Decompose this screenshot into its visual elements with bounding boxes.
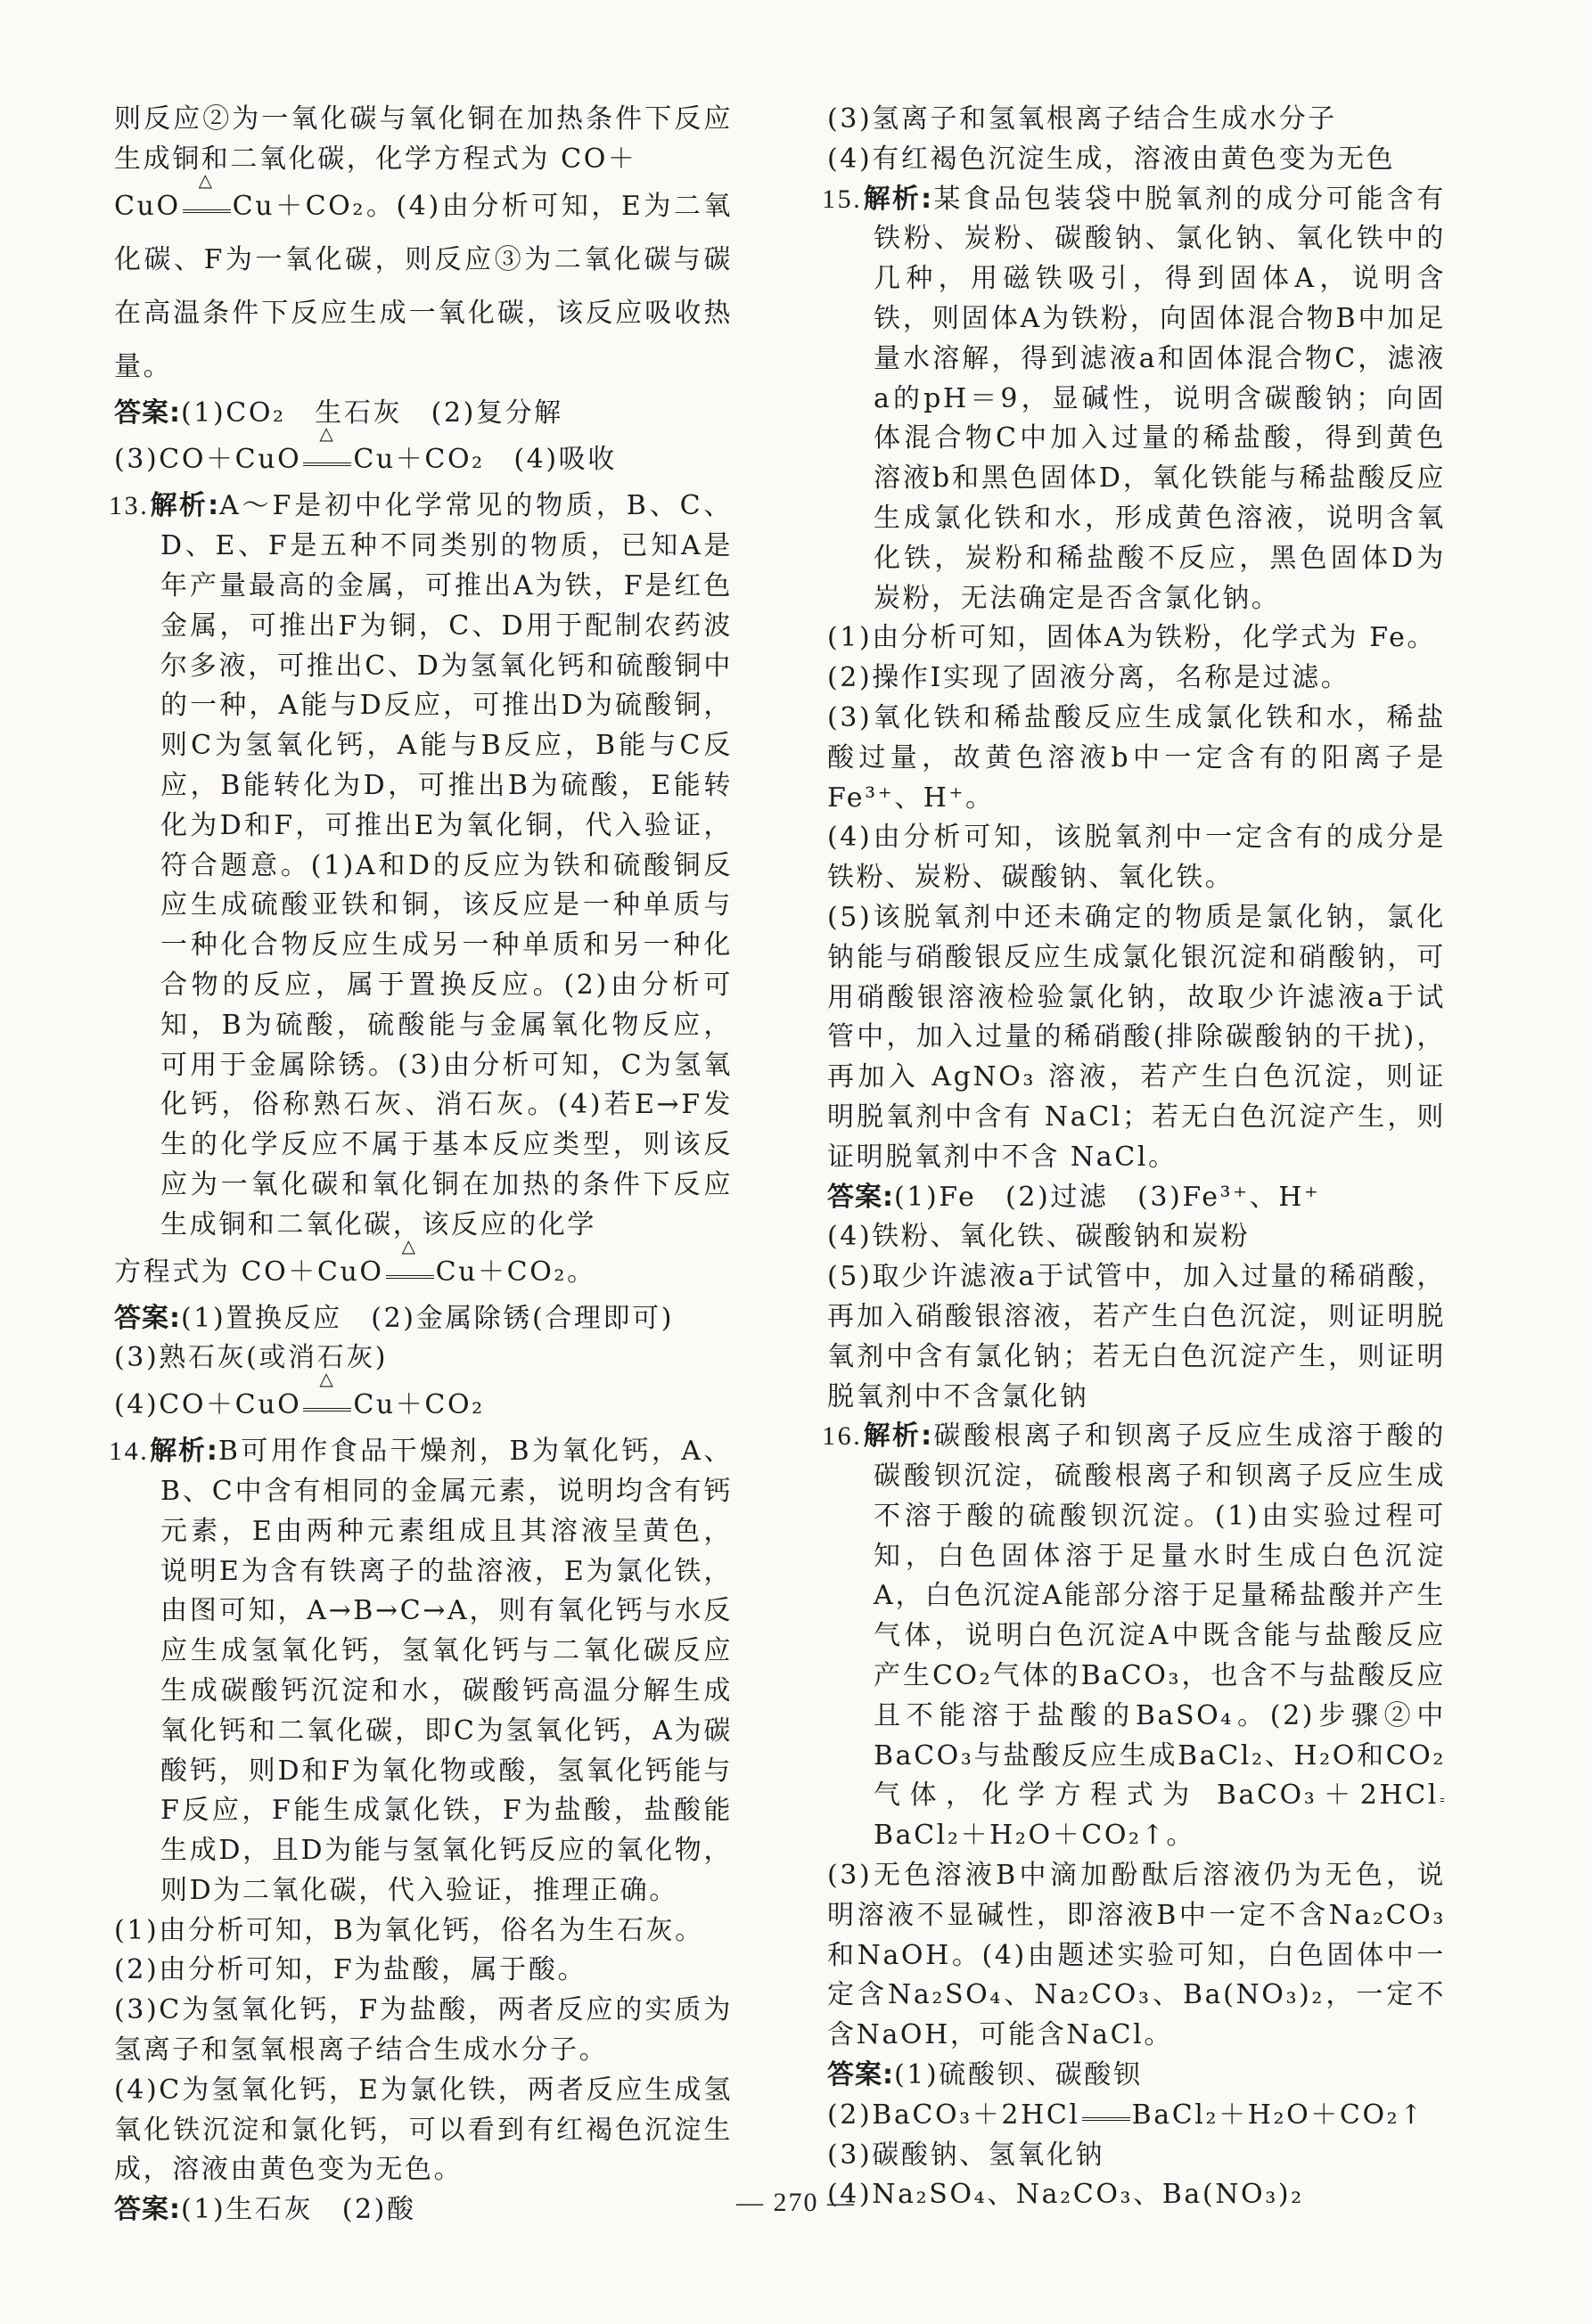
q15-sub-5: (5)该脱氧剂中还未确定的物质是氯化钠，氯化钠能与硝酸银反应生成氯化银沉淀和硝酸钠，可用硝酸银溶液检验氯化钠，故取少许滤液a于试管中，加入过量的稀硝酸(排除碳酸钠的干扰)，再加入 AgNO₃ 溶液，若产生白色沉淀，则证明脱氧剂中含有 NaCl；若无白色沉淀产生，则证明脱氧剂中不含 NaCl。 [827, 901, 1446, 1173]
heating-equals-symbol [384, 1246, 436, 1299]
answer-15-line2: (4)铁粉、氧化铁、碳酸钠和炭粉 [827, 1221, 1251, 1253]
question-13: 13.解析:A～F是初中化学常见的物质，B、C、D、E、F是五种不同类别的物质，已知A是年产量最高的金属，可推出A为铁，F是红色金属，可推出F为铜，C、D用于配制农药波尔多液，可推出C、D为氢氧化钙和硫酸铜中的一种，A能与D反应，可推出D为硫酸铜，则C为氢氧化钙，A能与B反应，B能与C反应，B能转化为D，可推出B为硫酸，E能转化为D和F，可推出E为氧化铜，代入验证，符合题意。(1)A和D的反应为铁和硫酸铜反应生成硫酸亚铁和铜，该反应是一种单质与一种化合物反应生成另一种单质和另一种化合物的反应，属于置换反应。(2)由分析可知，B为硫酸，硫酸能与金属氧化物反应，可用于金属除锈。(3)由分析可知，C为氢氧化钙，俗称熟石灰、消石灰。(4)若E→F发生的化学反应不属于基本反应类型，则该反应为一氧化碳和氧化铜在加热的条件下反应生成铜和二氧化碳，该反应的化学 [109, 490, 734, 1240]
answer-16-line2: (2)BaCO₃＋2HCl BaCl₂＋H₂O＋CO₂↑ [822, 2096, 1446, 2136]
q14-sub-1: (1)由分析可知，B为氧化钙，俗名为生石灰。 [114, 1914, 704, 1946]
answer-15-line3: (5)取少许滤液a于试管中，加入过量的稀硝酸，再加入硝酸银溶液，若产生白色沉淀，则证明脱氧剂中含有氯化钠；若无白色沉淀产生，则证明脱氧剂中不含氯化钠 [827, 1261, 1446, 1412]
heating-equals-symbol [301, 1379, 353, 1432]
q14-sub-2: (2)由分析可知，F为盐酸，属于酸。 [114, 1954, 587, 1986]
question-16: 16.解析:碳酸根离子和钡离子反应生成溶于酸的碳酸钡沉淀，硫酸根离子和钡离子反应生成不溶于酸的硫酸钡沉淀。(1)由实验过程可知，白色固体溶于足量水时生成白色沉淀A，白色沉淀A能部分溶于足量稀盐酸并产生气体，说明白色沉淀A中既含能与盐酸反应产生CO₂气体的BaCO₃，也含不与盐酸反应且不能溶于盐酸的BaSO₄。(2)步骤②中BaCO₃与盐酸反应生成BaCl₂、H₂O和CO₂气体，化学方程式为 BaCO₃＋2HClBaCl₂＋H₂O＋CO₂↑。 [822, 1420, 1447, 1852]
answer-12-line2: (3)CO＋CuO△ Cu＋CO₂ (4)吸收 [109, 433, 733, 487]
answer-12: 答案:(1)CO₂ 生石灰 (2)复分解 [114, 397, 563, 429]
answer-14-line2: (3)氢离子和氢氧根离子结合生成水分子 [827, 103, 1337, 135]
equals-symbol [1080, 2096, 1132, 2136]
answer-13-line2: (3)熟石灰(或消石灰) [114, 1342, 389, 1374]
answer-16: 答案:(1)硫酸钡、碳酸钡 [827, 2059, 1143, 2091]
question-14: 14.解析:B可用作食品干燥剂，B为氧化钙，A、B、C中含有相同的金属元素，说明均含有钙元素，E由两种元素组成且其溶液呈黄色，说明E为含有铁离子的盐溶液，E为氯化铁，由图可知，A→B→C→A，则有氧化钙与水反应生成氢氧化钙，氢氧化钙与二氧化碳反应生成碳酸钙沉淀和水，碳酸钙高温分解生成氧化钙和二氧化碳，即C为氢氧化钙，A为碳酸钙，则D和F为氧化物或酸，氢氧化钙能与F反应，F能生成氯化铁，F为盐酸，盐酸能生成D，且D为能与氢氧化钙反应的氧化物，则D为二氧化碳，代入验证，推理正确。 [109, 1436, 734, 1906]
left-column [109, 100, 733, 2230]
heating-equals-symbol [181, 180, 233, 233]
equals-symbol [1439, 1776, 1446, 1816]
answer-16-line3: (3)碳酸钠、氢氧化钠 [827, 2139, 1105, 2171]
q15-sub-2: (2)操作Ⅰ实现了固液分离，名称是过滤。 [827, 662, 1350, 694]
heating-equals-symbol [301, 433, 353, 487]
answer-15: 答案:(1)Fe (2)过滤 (3)Fe³⁺、H⁺ [827, 1181, 1321, 1213]
right-column [822, 100, 1446, 2215]
answer-14-line3: (4)有红褐色沉淀生成，溶液由黄色变为无色 [827, 143, 1396, 175]
page-number: — 270 — [736, 2188, 856, 2217]
q12-continuation: 则反应②为一氧化碳与氧化铜在加热条件下反应生成铜和二氧化碳，化学方程式为 CO＋ [114, 103, 733, 175]
q14-sub-4: (4)C为氢氧化钙，E为氯化铁，两者反应生成氢氧化铁沉淀和氯化钙，可以看到有红褐色沉淀生成，溶液由黄色变为无色。 [114, 2074, 733, 2186]
q15-sub-1: (1)由分析可知，固体A为铁粉，化学式为 Fe。 [827, 622, 1437, 654]
question-15: 15.解析:某食品包装袋中脱氧剂的成分可能含有铁粉、炭粉、碳酸钠、氯化钠、氧化铁中的几种，用磁铁吸引，得到固体A，说明含铁，则固体A为铁粉，向固体混合物B中加足量水溶解，得到滤液a和固体混合物C，滤液a的pH＝9，显碱性，说明含碳酸钠；向固体混合物C中加入过量的稀盐酸，得到黄色溶液b和黑色固体D，氧化铁能与稀盐酸反应生成氯化铁和水，形成黄色溶液，说明含氧化铁，炭粉和稀盐酸不反应，黑色固体D为炭粉，无法确定是否含氯化钠。 [822, 183, 1447, 614]
q15-sub-3: (3)氧化铁和稀盐酸反应生成氯化铁和水，稀盐酸过量，故黄色溶液b中一定含有的阳离子是 Fe³⁺、H⁺。 [827, 701, 1446, 814]
q15-sub-4: (4)由分析可知，该脱氧剂中一定含有的成分是铁粉、炭粉、碳酸钠、氧化铁。 [827, 822, 1446, 894]
answer-13-line3: (4)CO＋CuO△ Cu＋CO₂ [109, 1379, 733, 1432]
q12-equation-line: CuO△ Cu＋CO₂。(4)由分析可知，E为二氧化碳、F为一氧化碳，则反应③为二氧化碳与碳在高温条件下反应生成一氧化碳，该反应吸收热量。 [109, 180, 733, 394]
answer-14: 答案:(1)生石灰 (2)酸 [114, 2194, 416, 2226]
q14-sub-3: (3)C为氢氧化钙，F为盐酸，两者反应的实质为氢离子和氢氧根离子结合生成水分子。 [114, 1994, 733, 2066]
answer-16-line4: (4)Na₂SO₄、Na₂CO₃、Ba(NO₃)₂ [827, 2179, 1304, 2211]
q13-equation: 方程式为 CO＋CuO△ Cu＋CO₂。 [109, 1246, 733, 1299]
answer-13: 答案:(1)置换反应 (2)金属除锈(合理即可) [114, 1302, 674, 1334]
q16-text-2: (3)无色溶液B中滴加酚酞后溶液仍为无色，说明溶液不显碱性，即溶液B中一定不含Na₂CO₃和NaOH。(4)由题述实验可知，白色固体中一定含Na₂SO₄、Na₂CO₃、Ba(NO₃)₂，一定不含NaOH，可能含NaCl。 [827, 1860, 1446, 2051]
